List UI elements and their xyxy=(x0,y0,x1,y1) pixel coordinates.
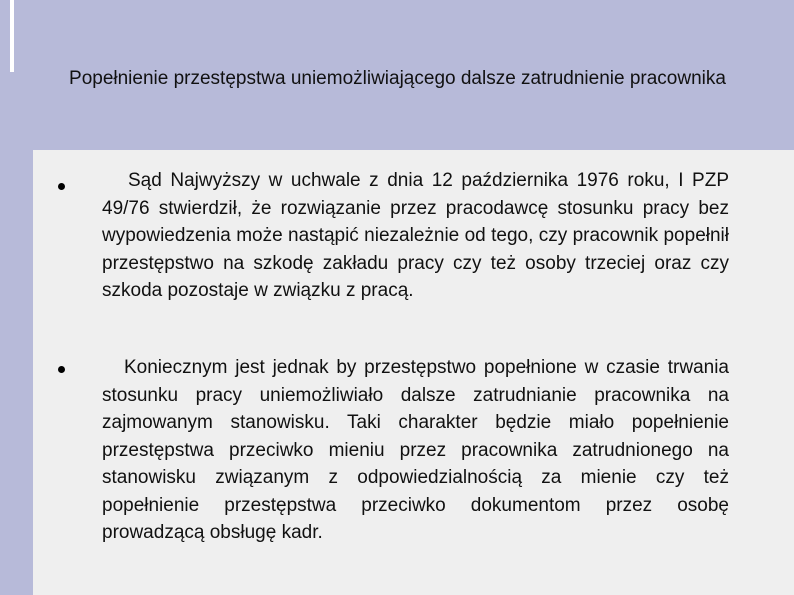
bullet-dot-1 xyxy=(58,183,65,190)
bullet-paragraph-1: Sąd Najwyższy w uchwale z dnia 12 października 1976 roku, I PZP 49/76 stwierdził, że rozwiązanie przez pracodawcę stosunku pracy bez wypowiedzenia może nastąpić niezależnie od tego, czy pracownik popełnił przestępstwo na szkodę zakładu pracy czy też osoby trzeciej oraz czy szkoda pozostaje w związku z pracą. xyxy=(102,170,729,301)
bullet-paragraph-2: Koniecznym jest jednak by przestępstwo popełnione w czasie trwania stosunku pracy uniemożliwiało dalsze zatrudnianie pracownika na zajmowanym stanowisku. Taki charakter będzie miało popełnienie przestępstwa przeciwko mieniu przez pracownika zatrudnionego na stanowisku związanym z odpowiedzialnością za mienie czy też popełnienie przestępstwa przeciwko dokumentom przez osobę prowadzącą obsługę kadr. xyxy=(102,357,729,543)
slide-title: Popełnienie przestępstwa uniemożliwiającego dalsze zatrudnienie pracownika xyxy=(69,68,726,89)
bullet-dot-2 xyxy=(58,366,65,373)
decorative-stripe xyxy=(10,0,14,72)
